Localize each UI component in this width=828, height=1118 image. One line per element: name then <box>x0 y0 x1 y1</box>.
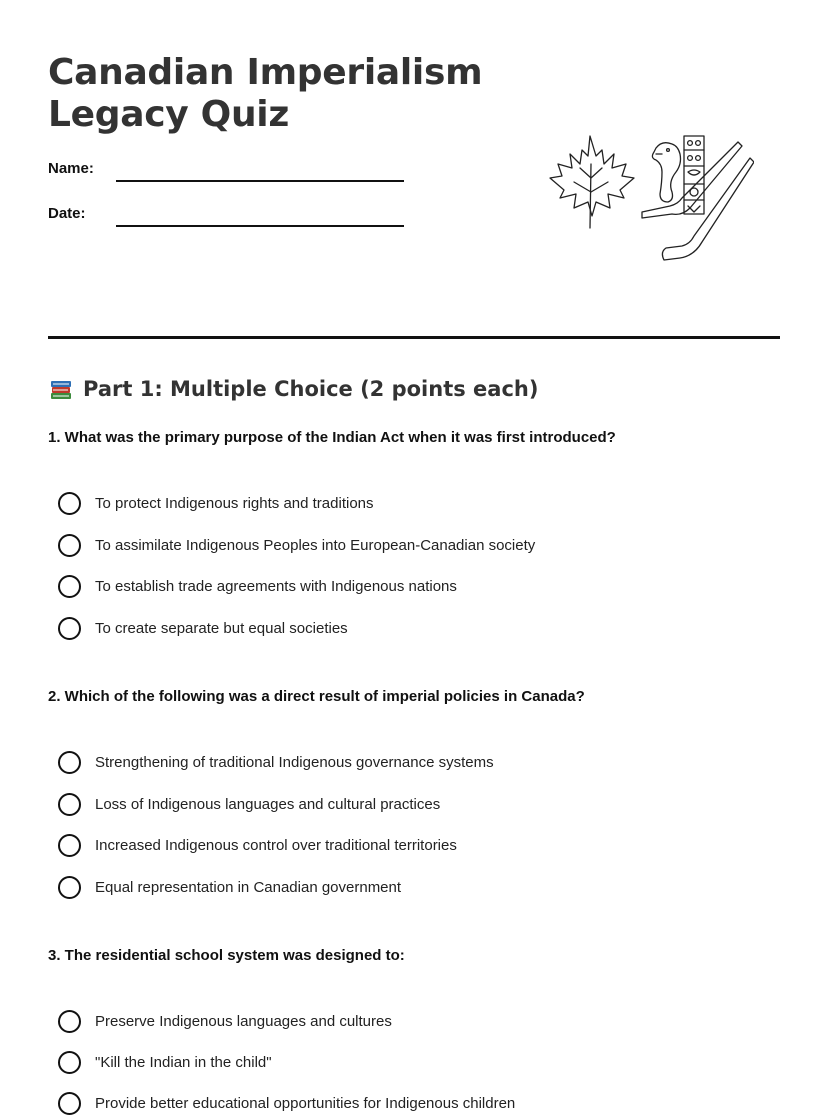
date-field[interactable] <box>116 225 404 227</box>
radio-button[interactable] <box>58 876 81 899</box>
option-label: Increased Indigenous control over traditional territories <box>95 836 457 854</box>
option-label: To establish trade agreements with Indigenous nations <box>95 577 457 595</box>
title-line-1: Canadian Imperialism <box>48 52 483 93</box>
date-label: Date: <box>48 205 86 222</box>
maple-leaf-icon <box>550 136 634 228</box>
section-title-text: Part 1: Multiple Choice (2 points each) <box>83 377 539 401</box>
option-label: Equal representation in Canadian government <box>95 878 402 896</box>
option-label: Loss of Indigenous languages and cultural practices <box>95 795 441 813</box>
option-label: To protect Indigenous rights and traditions <box>95 494 374 512</box>
page-title <box>48 52 482 136</box>
radio-button[interactable] <box>58 1092 81 1115</box>
name-field[interactable] <box>116 180 404 182</box>
q2-option-a[interactable] <box>58 750 494 774</box>
canada-illustration <box>544 132 754 266</box>
option-label: Preserve Indigenous languages and cultures <box>95 1012 392 1030</box>
option-label: Provide better educational opportunities for Indigenous children <box>95 1094 516 1112</box>
radio-button[interactable] <box>58 793 81 816</box>
radio-button[interactable] <box>58 617 81 640</box>
option-label: To create separate but equal societies <box>95 619 348 637</box>
hockey-stick-icon <box>642 142 754 260</box>
q3-option-c[interactable] <box>58 1091 515 1115</box>
q2-option-b[interactable] <box>58 792 440 816</box>
q3-option-a[interactable] <box>58 1009 392 1033</box>
q3-option-b[interactable] <box>58 1050 272 1074</box>
radio-button[interactable] <box>58 1051 81 1074</box>
q1-option-a[interactable] <box>58 491 374 515</box>
radio-button[interactable] <box>58 834 81 857</box>
question-1: 1. What was the primary purpose of the Indian Act when it was first introduced? <box>48 429 616 446</box>
option-label: Strengthening of traditional Indigenous governance systems <box>95 753 494 771</box>
section-title <box>48 374 538 404</box>
name-label: Name: <box>48 160 94 177</box>
q2-option-c[interactable] <box>58 833 457 857</box>
question-2: 2. Which of the following was a direct result of imperial policies in Canada? <box>48 688 585 705</box>
radio-button[interactable] <box>58 492 81 515</box>
radio-button[interactable] <box>58 751 81 774</box>
radio-button[interactable] <box>58 1010 81 1033</box>
q1-option-c[interactable] <box>58 574 457 598</box>
q2-option-d[interactable] <box>58 875 401 899</box>
radio-button[interactable] <box>58 575 81 598</box>
question-3: 3. The residential school system was designed to: <box>48 947 405 964</box>
option-label: "Kill the Indian in the child" <box>95 1053 272 1071</box>
option-label: To assimilate Indigenous Peoples into European-Canadian society <box>95 536 536 554</box>
beaver-icon <box>652 143 680 202</box>
q1-option-d[interactable] <box>58 616 348 640</box>
radio-button[interactable] <box>58 534 81 557</box>
books-icon <box>48 376 74 402</box>
q1-option-b[interactable] <box>58 533 535 557</box>
section-divider <box>48 336 780 339</box>
title-line-2: Legacy Quiz <box>48 94 289 135</box>
